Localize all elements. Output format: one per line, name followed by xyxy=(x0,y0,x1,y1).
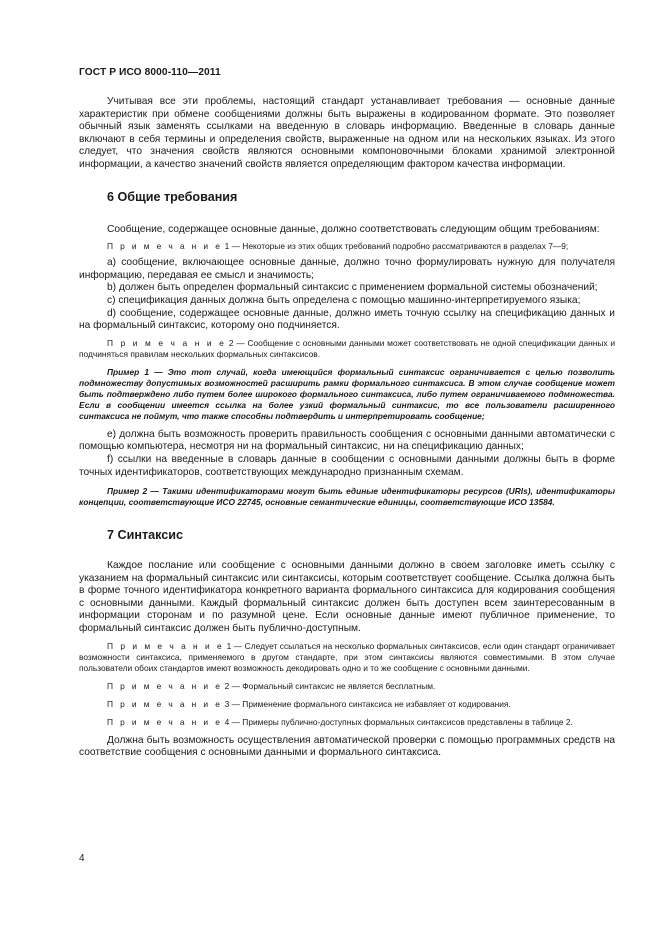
list-item-c: c) спецификация данных должна быть определена с помощью машинно-интерпретируемого языка; xyxy=(107,294,581,306)
section-6-heading: 6 Общие требования xyxy=(107,189,238,204)
note-label: П р и м е ч а н и е xyxy=(107,337,227,348)
note-text: 3 — Применение формального синтаксиса не избавляет от кодирования. xyxy=(222,698,511,709)
note-label: П р и м е ч а н и е xyxy=(107,716,223,727)
section-6-note-2 xyxy=(79,338,615,360)
section-6-note-1 xyxy=(79,241,615,252)
intro-paragraph: Учитывая все эти проблемы, настоящий стандарт устанавливает требования — основные данные характеристик при обмене сообщениями должны быть выражены в кодированном формате. Это позволяет обычный язык заменять ссылками на введенную в словарь информацию. Введенные в словарь данные включают в себя термины и определения свойств, выраженные на одном или на нескольких языках. Из этого следует, что значения свойств являются основными компоновочными блоками хранимой электронной информации, а качество значений свойств является определяющим фактором качества информации. xyxy=(79,96,615,170)
section-7-heading: 7 Синтаксис xyxy=(107,528,184,543)
section-6-lead: Сообщение, содержащее основные данные, должно соответствовать следующим общим требованиям: xyxy=(107,223,600,235)
note-text: 1 — Некоторые из этих общих требований подробно рассматриваются в разделах 7—9; xyxy=(222,241,569,252)
list-item-e: e) должна быть возможность проверить правильность сообщения с основными данными автоматически с помощью компьютера, несмотря ни на формальный синтаксис, ни на спецификацию данных; xyxy=(79,428,615,453)
note-label: П р и м е ч а н и е xyxy=(107,698,223,709)
example-2: Пример 2 — Такими идентификаторами могут быть единые идентификаторы ресурсов (URIs), идентификаторы концепции, соответствующие ИСО 22745, основные семантические единицы, соответствующие ИСО 13584. xyxy=(79,486,615,508)
list-item-b: b) должен быть определен формальный синтаксис с применением формальной системы обозначений; xyxy=(107,282,598,294)
note-label: П р и м е ч а н и е xyxy=(107,640,225,651)
note-text: 1 — Следует ссылаться на несколько формальных синтаксисов, если один стандарт ограничивает возможности синтаксиса, применяемого в другом стандарте, при этом синтаксисы являются совместимыми. В этом случае пользователи обоих стандартов имеют возможность декодировать одно и то же сообщение с основными данными. xyxy=(79,640,616,673)
section-7-note-4 xyxy=(79,717,615,728)
section-7-note-1 xyxy=(79,641,615,674)
note-text: 2 — Формальный синтаксис не является бесплатным. xyxy=(222,680,436,691)
list-item-a: a) сообщение, включающее основные данные, должно точно формулировать нужную для получателя информацию, передавая ее смысл и значимость; xyxy=(79,257,615,281)
example-1: Пример 1 — Это тот случай, когда имеющийся формальный синтаксис ограничивается с целью позволить подмножеству допустимых возможностей расширить рамки формального синтаксиса. В этом случае сообщение может быть подтверждено либо путем более широкого формального синтаксиса, либо путем ограничиваемого подмножества. Если в сообщении имеется ссылка на более узкий формальный синтаксис, то все пользователи расширенного синтаксиса не поймут, что также способны подтвердить и интерпретировать сообщение; xyxy=(79,366,615,421)
section-7-note-3 xyxy=(79,699,615,710)
page-number: 4 xyxy=(79,853,85,864)
list-item-d: d) сообщение, содержащее основные данные, должно иметь точную ссылку на спецификацию данных и на формальный синтаксис, которому оно подчиняется. xyxy=(79,307,615,332)
section-7-paragraph-2: Должна быть возможность осуществления автоматической проверки с помощью программных средств на соответствие сообщения с основными данными и формального синтаксиса. xyxy=(79,734,615,759)
note-text: 2 — Сообщение с основными данными может соответствовать не одной спецификации данных и подчиняться правилам нескольких формальных синтаксисов. xyxy=(79,337,616,359)
document-body xyxy=(79,96,615,760)
section-7-note-2 xyxy=(79,681,615,692)
section-7-paragraph-1: Каждое послание или сообщение с основными данными должно в своем заголовке иметь ссылку с указанием на формальный синтаксис или синтаксисы, которым соответствует сообщение. Ссылка должна быть в форме точного идентификатора конкретного варианта формального синтаксиса для кодирования сообщения с основными данными. Каждый формальный синтаксис должен быть доступен всем заинтересованным в информации сторонам и по разумной цене. Если основные данные имеют публичное применение, то формальный синтаксис должен быть публично-доступным. xyxy=(79,560,615,635)
document-header: ГОСТ Р ИСО 8000-110—2011 xyxy=(79,67,221,78)
note-label: П р и м е ч а н и е xyxy=(107,680,223,691)
list-item-f: f) ссылки на введенные в словарь данные в сообщении с основными данными должны быть в форме точных идентификаторов, соответствующих международно признанным схемам. xyxy=(79,453,615,478)
note-text: 4 — Примеры публично-доступных формальных синтаксисов представлены в таблице 2. xyxy=(222,716,573,727)
note-label: П р и м е ч а н и е xyxy=(107,241,223,252)
